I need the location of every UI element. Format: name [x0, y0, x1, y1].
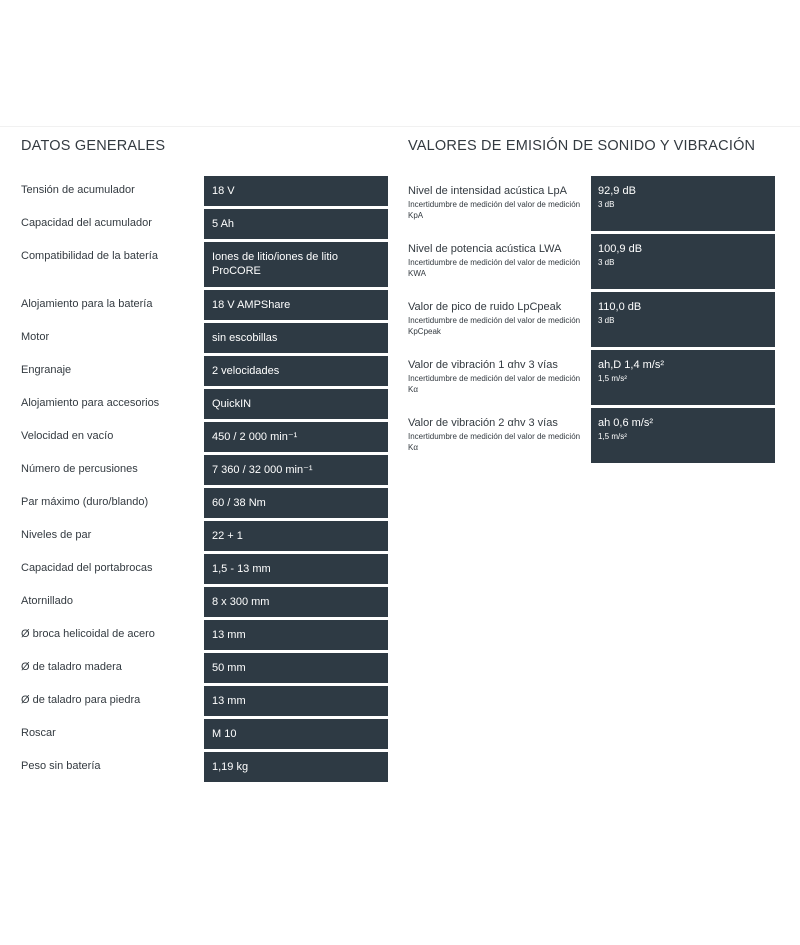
- emission-label: [408, 416, 584, 453]
- emission-value-sub: 3 dB: [598, 316, 615, 325]
- emission-label: [408, 184, 584, 221]
- emission-value: [591, 350, 775, 405]
- spec-value: 22 + 1: [204, 521, 388, 551]
- spec-row: [21, 719, 388, 749]
- spec-label: Ø broca helicoidal de acero: [21, 628, 155, 640]
- spec-row: [21, 290, 388, 320]
- spec-label: Peso sin batería: [21, 760, 101, 772]
- spec-row: [21, 209, 388, 239]
- spec-value: 13 mm: [204, 620, 388, 650]
- emission-value-main: 110,0 dB: [598, 301, 642, 313]
- emission-label-main: Valor de vibración 1 αhv 3 vías: [408, 359, 558, 371]
- spec-value: 5 Ah: [204, 209, 388, 239]
- spec-value: 7 360 / 32 000 min⁻¹: [204, 455, 388, 485]
- spec-label: Motor: [21, 331, 50, 343]
- spec-label: Niveles de par: [21, 529, 92, 541]
- emission-value-sub: 1,5 m/s²: [598, 374, 627, 383]
- spec-row: [21, 686, 388, 716]
- spec-value: M 10: [204, 719, 388, 749]
- spec-row: [21, 323, 388, 353]
- emission-row: [408, 176, 775, 231]
- spec-row: [21, 389, 388, 419]
- emission-label-sub: Incertidumbre de medición del valor de medición Kα: [408, 374, 581, 394]
- emission-values-title: VALORES DE EMISIÓN DE SONIDO Y VIBRACIÓN: [408, 138, 756, 154]
- emission-label: [408, 358, 584, 395]
- spec-label: Engranaje: [21, 364, 72, 376]
- emission-label: [408, 300, 584, 337]
- spec-label: Número de percusiones: [21, 463, 138, 475]
- emission-row: [408, 292, 775, 347]
- spec-label: Atornillado: [21, 595, 73, 607]
- spec-value: Iones de litio/iones de litio ProCORE: [204, 242, 388, 287]
- spec-value: 13 mm: [204, 686, 388, 716]
- spec-value: 50 mm: [204, 653, 388, 683]
- spec-label: Par máximo (duro/blando): [21, 496, 149, 508]
- spec-row: [21, 620, 388, 650]
- spec-label: Compatibilidad de la batería: [21, 250, 158, 262]
- emission-values-table: [408, 176, 775, 466]
- spec-value: QuickIN: [204, 389, 388, 419]
- emission-value-main: ah 0,6 m/s²: [598, 417, 654, 429]
- spec-label: Tensión de acumulador: [21, 184, 135, 196]
- spec-label: Roscar: [21, 727, 56, 739]
- specs-panel: [0, 126, 800, 817]
- emission-value-main: 100,9 dB: [598, 243, 643, 255]
- emission-label-sub: Incertidumbre de medición del valor de medición KpCpeak: [408, 316, 581, 336]
- spec-value: 18 V: [204, 176, 388, 206]
- emission-value-sub: 1,5 m/s²: [598, 432, 627, 441]
- spec-label: Ø de taladro para piedra: [21, 694, 141, 706]
- spec-row: [21, 356, 388, 386]
- spec-row: [21, 176, 388, 206]
- emission-value-sub: 3 dB: [598, 258, 615, 267]
- emission-row: [408, 350, 775, 405]
- emission-label: [408, 242, 584, 279]
- emission-value: [591, 408, 775, 463]
- spec-row: [21, 554, 388, 584]
- emission-value: [591, 292, 775, 347]
- general-data-title: DATOS GENERALES: [21, 138, 166, 154]
- spec-row: [21, 653, 388, 683]
- emission-row: [408, 408, 775, 463]
- emission-value-main: 92,9 dB: [598, 185, 636, 197]
- spec-value: 2 velocidades: [204, 356, 388, 386]
- spec-value: sin escobillas: [204, 323, 388, 353]
- emission-row: [408, 234, 775, 289]
- spec-value: 8 x 300 mm: [204, 587, 388, 617]
- emission-label-sub: Incertidumbre de medición del valor de medición KpA: [408, 200, 581, 220]
- emission-label-sub: Incertidumbre de medición del valor de medición KWA: [408, 258, 581, 278]
- spec-label: Alojamiento para la batería: [21, 298, 153, 310]
- emission-label-sub: Incertidumbre de medición del valor de medición Kα: [408, 432, 581, 452]
- spec-row: [21, 242, 388, 287]
- spec-value: 60 / 38 Nm: [204, 488, 388, 518]
- spec-value: 1,5 - 13 mm: [204, 554, 388, 584]
- emission-label-main: Valor de vibración 2 αhv 3 vías: [408, 417, 558, 429]
- emission-value-sub: 3 dB: [598, 200, 615, 209]
- spec-label: Capacidad del acumulador: [21, 217, 152, 229]
- spec-label: Alojamiento para accesorios: [21, 397, 160, 409]
- emission-value-main: ah,D 1,4 m/s²: [598, 359, 665, 371]
- emission-label-main: Nivel de intensidad acústica LpA: [408, 185, 567, 197]
- emission-value: [591, 176, 775, 231]
- spec-row: [21, 488, 388, 518]
- spec-row: [21, 752, 388, 782]
- spec-label: Capacidad del portabrocas: [21, 562, 153, 574]
- emission-label-main: Valor de pico de ruido LpCpeak: [408, 301, 562, 313]
- spec-row: [21, 455, 388, 485]
- emission-value: [591, 234, 775, 289]
- spec-row: [21, 587, 388, 617]
- spec-row: [21, 521, 388, 551]
- spec-row: [21, 422, 388, 452]
- spec-label: Ø de taladro madera: [21, 661, 122, 673]
- spec-label: Velocidad en vacío: [21, 430, 114, 442]
- spec-value: 450 / 2 000 min⁻¹: [204, 422, 388, 452]
- emission-label-main: Nivel de potencia acústica LWA: [408, 243, 562, 255]
- spec-value: 1,19 kg: [204, 752, 388, 782]
- spec-value: 18 V AMPShare: [204, 290, 388, 320]
- general-data-table: [21, 176, 388, 785]
